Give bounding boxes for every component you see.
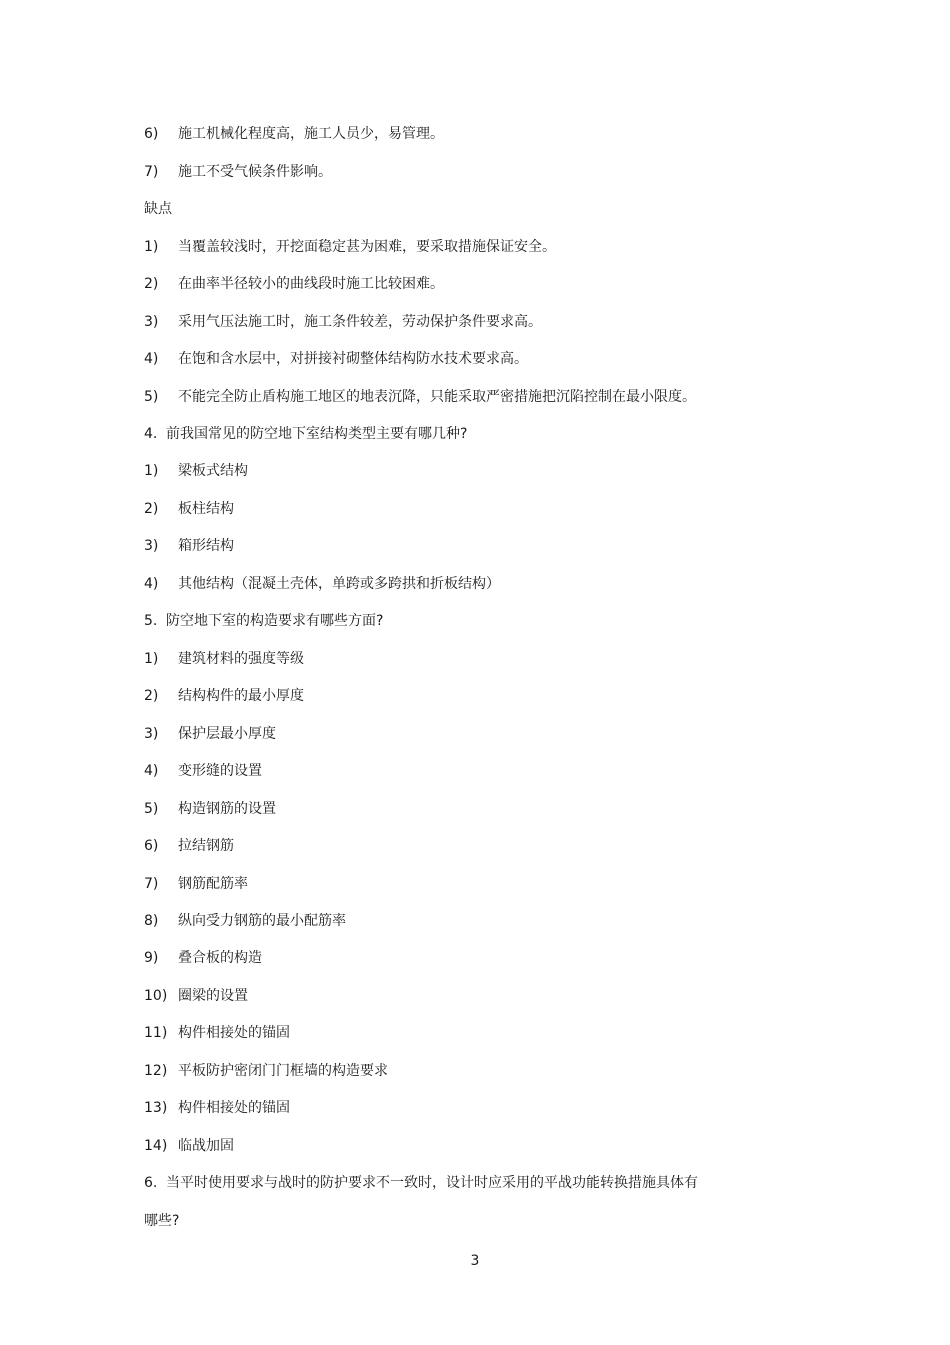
list-item: 9) 叠合板的构造 [144,950,262,966]
question-4: 4. 前我国常见的防空地下室结构类型主要有哪几种? [144,426,468,442]
list-item: 13) 构件相接处的锚固 [144,1100,290,1116]
list-item: 4) 其他结构（混凝土壳体，单跨或多跨拱和折板结构） [144,576,500,592]
question-6-continuation: 哪些? [144,1213,180,1229]
list-item: 2) 结构构件的最小厚度 [144,688,304,704]
list-item: 14) 临战加固 [144,1138,234,1154]
page-number: 3 [470,1253,480,1269]
list-item: 7) 施工不受气候条件影响。 [144,164,332,180]
list-item: 11) 构件相接处的锚固 [144,1025,290,1041]
list-item: 2) 板柱结构 [144,501,234,517]
list-item: 4) 在饱和含水层中，对拼接衬砌整体结构防水技术要求高。 [144,351,528,367]
list-item: 3) 采用气压法施工时，施工条件较差，劳动保护条件要求高。 [144,314,542,330]
list-item: 8) 纵向受力钢筋的最小配筋率 [144,913,346,929]
list-item: 5) 不能完全防止盾构施工地区的地表沉降，只能采取严密措施把沉陷控制在最小限度。 [144,389,696,405]
section-heading-disadvantages: 缺点 [144,201,172,217]
list-item: 1) 建筑材料的强度等级 [144,651,304,667]
list-item: 3) 保护层最小厚度 [144,726,276,742]
list-item: 1) 当覆盖较浅时，开挖面稳定甚为困难，要采取措施保证安全。 [144,239,556,255]
list-item: 5) 构造钢筋的设置 [144,801,276,817]
list-item: 10) 圈梁的设置 [144,988,248,1004]
list-item: 2) 在曲率半径较小的曲线段时施工比较困难。 [144,276,444,292]
list-item: 7) 钢筋配筋率 [144,876,248,892]
list-item: 6) 拉结钢筋 [144,838,234,854]
question-6: 6. 当平时使用要求与战时的防护要求不一致时，设计时应采用的平战功能转换措施具体有 [144,1175,698,1191]
list-item: 6) 施工机械化程度高，施工人员少，易管理。 [144,126,444,142]
list-item: 4) 变形缝的设置 [144,763,262,779]
list-item: 3) 箱形结构 [144,538,234,554]
list-item: 12) 平板防护密闭门门框墙的构造要求 [144,1063,388,1079]
list-item: 1) 梁板式结构 [144,463,248,479]
question-5: 5. 防空地下室的构造要求有哪些方面? [144,613,384,629]
